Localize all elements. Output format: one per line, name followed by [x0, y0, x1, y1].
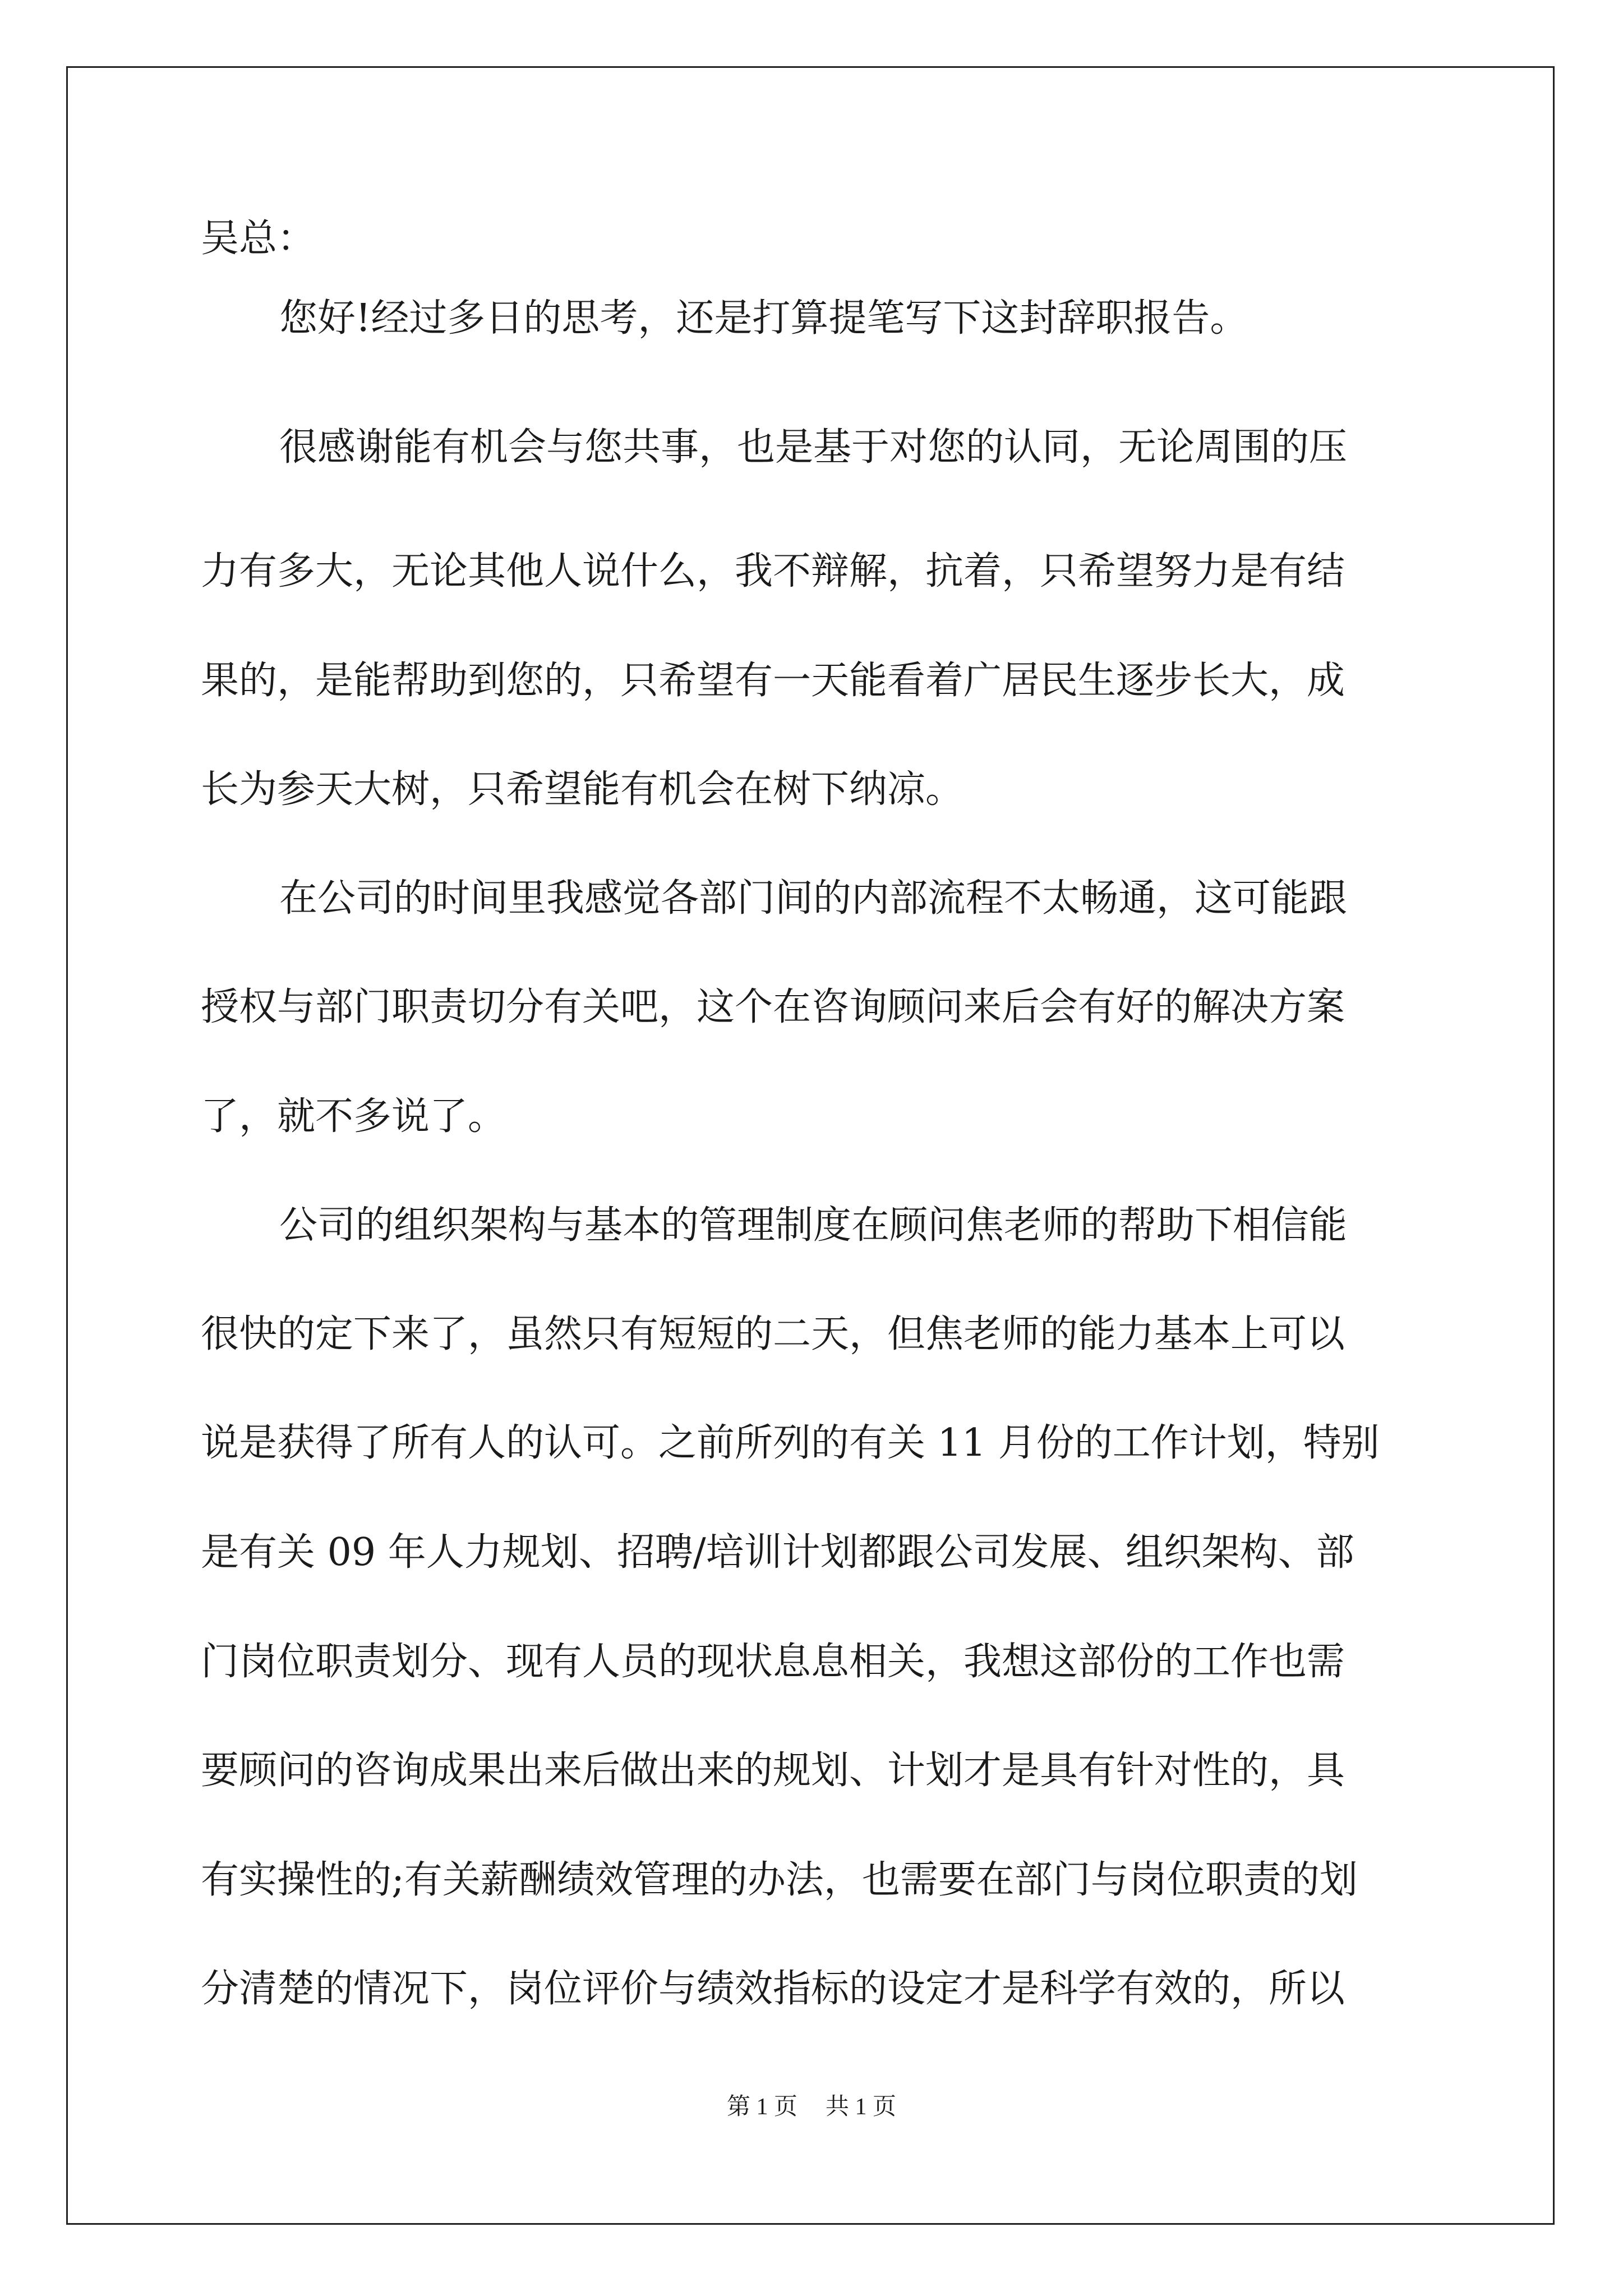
paragraph-line: 了，就不多说了。 — [201, 1094, 506, 1139]
paragraph-line: 有实操性的;有关薪酬绩效管理的办法，也需要在部门与岗位职责的划 — [201, 1858, 1358, 1902]
paragraph-line: 要顾问的咨询成果出来后做出来的规划、计划才是具有针对性的，具 — [201, 1749, 1345, 1793]
paragraph-line: 门岗位职责划分、现有人员的现状息息相关，我想这部份的工作也需 — [201, 1640, 1345, 1684]
paragraph-line: 在公司的时间里我感觉各部门间的内部流程不太畅通，这可能跟 — [279, 876, 1348, 921]
paragraph-line: 公司的组织架构与基本的管理制度在顾问焦老师的帮助下相信能 — [279, 1203, 1348, 1248]
page-number-total: 共 1 页 — [826, 2094, 897, 2120]
salutation: 吴总： — [201, 217, 316, 261]
paragraph-line: 是有关 09 年人力规划、招聘/培训计划都跟公司发展、组织架构、部 — [201, 1530, 1354, 1575]
paragraph-line: 分清楚的情况下，岗位评价与绩效指标的设定才是科学有效的，所以 — [201, 1967, 1345, 2011]
paragraph-line: 您好!经过多日的思考，还是打算提笔写下这封辞职报告。 — [279, 296, 1248, 341]
paragraph-line: 说是获得了所有人的认可。之前所列的有关 11 月份的工作计划，特别 — [201, 1421, 1380, 1465]
paragraph-line: 很感谢能有机会与您共事，也是基于对您的认同，无论周围的压 — [279, 425, 1348, 470]
page-number-current: 第 1 页 — [726, 2094, 797, 2120]
paragraph-line: 果的，是能帮助到您的，只希望有一天能看着广居民生逐步长大，成 — [201, 659, 1345, 703]
paragraph-line: 很快的定下来了，虽然只有短短的二天，但焦老师的能力基本上可以 — [201, 1312, 1345, 1356]
paragraph-line: 授权与部门职责切分有关吧，这个在咨询顾问来后会有好的解决方案 — [201, 985, 1345, 1029]
paragraph-line: 长为参天大树，只希望能有机会在树下纳凉。 — [201, 767, 964, 812]
paragraph-line: 力有多大，无论其他人说什么，我不辩解，抗着，只希望努力是有结 — [201, 549, 1345, 593]
page-footer — [0, 2095, 1623, 2119]
